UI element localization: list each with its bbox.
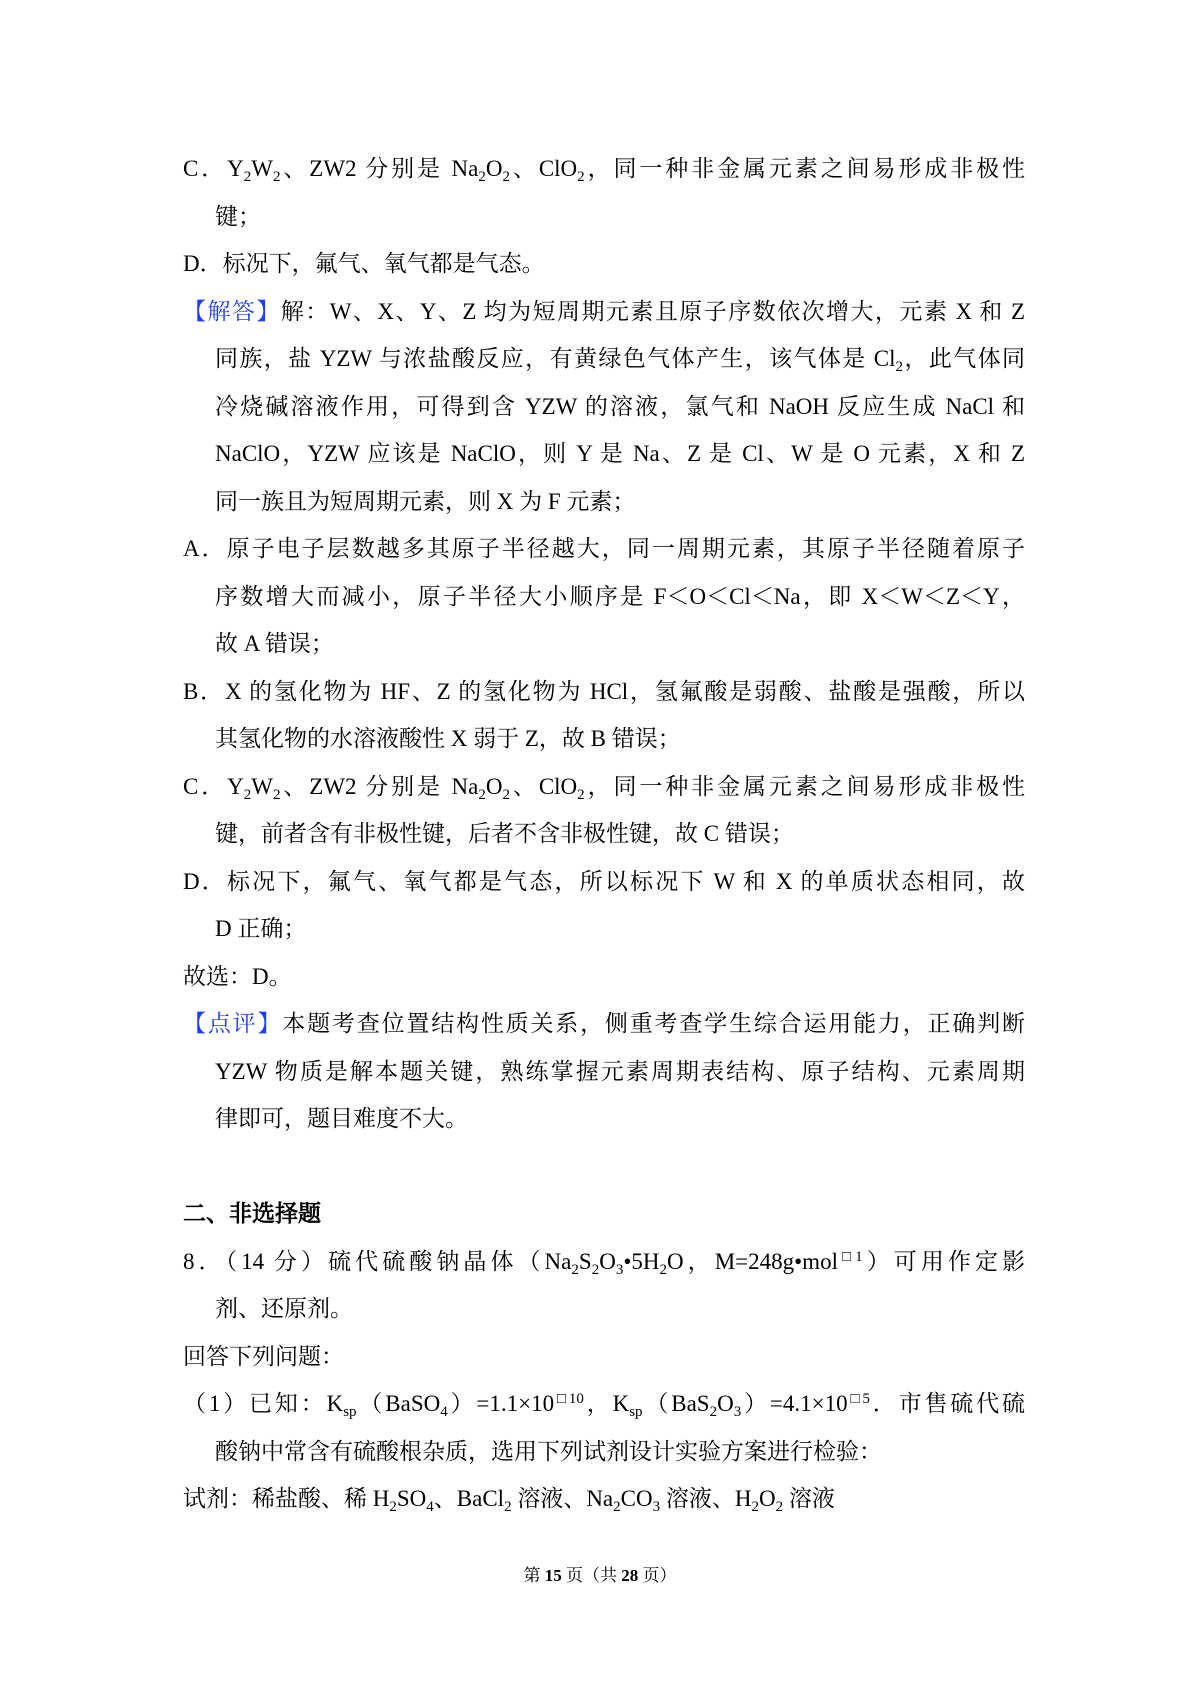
text-line (183, 430, 1025, 478)
text-run: D 正确； (215, 916, 307, 941)
text-run: （BaSO (356, 1391, 441, 1416)
text-run: 同一族且为短周期元素，则 X 为 F 元素； (215, 488, 636, 514)
text-run: O (758, 1486, 776, 1511)
text-run: 剂、还原剂。 (215, 1296, 353, 1321)
superscript: □5 (847, 1391, 870, 1407)
text-line (183, 1428, 1025, 1476)
subscript: 4 (440, 1404, 448, 1420)
text-run: （BaS (642, 1391, 710, 1416)
text-run: D．标况下，氟气、氧气都是气态。 (183, 251, 545, 276)
text-line (183, 1380, 1025, 1428)
text-run: W (251, 156, 273, 181)
subscript: 2 (613, 1499, 621, 1515)
text-line (183, 240, 1025, 288)
subscript: 2 (751, 1499, 759, 1515)
section-label: 【解答】 (183, 298, 281, 324)
superscript: □1 (837, 1248, 863, 1265)
text-line (183, 335, 1025, 383)
text-line (183, 1333, 1025, 1381)
subscript: 2 (502, 786, 511, 803)
subscript: 2 (775, 1499, 784, 1515)
text-line (183, 953, 1025, 1001)
text-run: 、BaCl (433, 1486, 505, 1511)
text-run: 、ZW2 分别是 Na (280, 773, 479, 799)
text-line (183, 905, 1025, 953)
text-line (183, 1285, 1025, 1333)
subscript: 2 (243, 169, 252, 185)
subscript: 3 (733, 1404, 742, 1420)
footer-suffix: 页） (638, 1566, 677, 1585)
text-run: •5H (623, 1248, 660, 1274)
page-footer (0, 1561, 1200, 1586)
subscript: 2 (571, 1261, 579, 1278)
text-run: SO (396, 1486, 427, 1511)
text-run: 本题考查位置结构性质关系，侧重考查学生综合运用能力，正确判断 (282, 1011, 1026, 1036)
text-line (183, 288, 1025, 336)
text-run: O (599, 1248, 616, 1274)
text-run: 冷烧碱溶液作用，可得到含 YZW 的溶液，氯气和 NaOH 反应生成 NaCl 和 (215, 393, 1025, 419)
text-line (183, 573, 1025, 621)
text-line (183, 383, 1025, 431)
text-line (183, 858, 1025, 906)
subscript: 4 (426, 1499, 434, 1515)
text-run: 二、非选择题 (183, 1201, 321, 1226)
text-run: 酸钠中常含有硫酸根杂质，选用下列试剂设计实验方案进行检验： (215, 1438, 882, 1464)
text-run: 8．（14 分）硫代硫酸钠晶体（Na (183, 1248, 572, 1274)
text-run: （1）已知：K (183, 1391, 344, 1416)
text-line (183, 1095, 1025, 1143)
text-run: 试剂：稀盐酸、稀 H (183, 1486, 390, 1511)
text-run: 同族，盐 YZW 与浓盐酸反应，有黄绿色气体产生，该气体是 Cl (215, 346, 896, 371)
text-run: 解：W、X、Y、Z 均为短周期元素且原子序数依次增大，元素 X 和 Z (280, 298, 1026, 324)
text-line (183, 668, 1025, 716)
text-line (183, 1048, 1025, 1096)
subscript: 2 (272, 169, 281, 185)
text-line (183, 763, 1025, 811)
subscript: 2 (478, 786, 486, 803)
text-line (183, 1475, 1025, 1523)
text-run: 回答下列问题： (183, 1343, 344, 1369)
text-run: 律即可，题目难度不大。 (215, 1106, 468, 1131)
total-page-count: 28 (621, 1566, 639, 1585)
text-line (183, 620, 1025, 668)
subscript: 2 (272, 786, 281, 803)
blank-line (183, 1143, 1025, 1191)
text-run: 键； (215, 203, 261, 229)
text-run: CO (620, 1486, 653, 1511)
text-run: 、ZW2 分别是 Na (280, 156, 479, 181)
text-run: O (717, 1391, 734, 1416)
text-run: O (485, 156, 503, 181)
text-run: C．Y (183, 773, 244, 799)
subscript: 2 (591, 1261, 600, 1278)
document-body (183, 145, 1025, 1523)
section-heading (183, 1190, 1025, 1238)
text-run: ）=1.1×10 (447, 1391, 555, 1416)
text-line (183, 478, 1025, 526)
text-run: ，同一种非金属元素之间易形成非极性 (584, 773, 1026, 799)
text-run: 键，前者含有非极性键，后者不含非极性键，故 C 错误； (215, 821, 794, 846)
subscript: 2 (577, 786, 585, 803)
text-line (183, 810, 1025, 858)
text-line (183, 145, 1025, 193)
subscript: 2 (659, 1261, 667, 1278)
text-run: 其氢化物的水溶液酸性 X 弱于 Z，故 B 错误； (215, 726, 681, 751)
text-run: S (578, 1248, 592, 1274)
text-line (183, 1238, 1025, 1286)
section-label: 【点评】 (183, 1011, 283, 1036)
subscript: 2 (895, 359, 904, 375)
text-run: O，M=248g•mol (666, 1248, 838, 1274)
text-run: 故选：D。 (183, 963, 292, 989)
text-run: 序数增大而减小，原子半径大小顺序是 F＜O＜Cl＜Na，即 X＜W＜Z＜Y， (215, 583, 1025, 609)
text-run: NaClO，YZW 应该是 NaClO，则 Y 是 Na、Z 是 Cl、W 是 O 元素，X 和 Z (215, 441, 1025, 466)
subscript: 2 (389, 1499, 397, 1515)
text-run: ，此气体同 (903, 346, 1026, 371)
subscript: 2 (504, 1499, 512, 1515)
text-run: ）=4.1×10 (741, 1391, 848, 1416)
subscript: 3 (652, 1499, 661, 1515)
text-line (183, 525, 1025, 573)
subscript: 2 (709, 1404, 718, 1420)
text-run: 、ClO (510, 773, 578, 799)
text-run: O (485, 773, 503, 799)
text-line (183, 193, 1025, 241)
text-run: 溶液、Na (511, 1486, 614, 1511)
text-run: ．市售硫代硫 (869, 1391, 1025, 1416)
subscript: 2 (577, 169, 585, 185)
subscript: 2 (243, 786, 252, 803)
text-run: 溶液、H (660, 1486, 752, 1511)
text-line (183, 1000, 1025, 1048)
text-line (183, 715, 1025, 763)
subscript: 3 (615, 1261, 624, 1278)
text-run: 溶液 (783, 1486, 835, 1511)
text-run: C．Y (183, 156, 244, 181)
footer-middle: 页（共 (561, 1566, 622, 1585)
text-run: 故 A 错误； (215, 631, 334, 656)
text-run: W (251, 773, 273, 799)
text-run: ）可用作定影 (862, 1248, 1026, 1274)
subscript: sp (629, 1404, 643, 1420)
subscript: 2 (478, 169, 486, 185)
text-run: A．原子电子层数越多其原子半径越大，同一周期元素，其原子半径随着原子 (183, 536, 1025, 561)
text-run: YZW 物质是解本题关键，熟练掌握元素周期表结构、原子结构、元素周期 (215, 1058, 1025, 1084)
footer-prefix: 第 (523, 1566, 545, 1585)
text-run: D．标况下，氟气、氧气都是气态，所以标况下 W 和 X 的单质状态相同，故 (183, 868, 1025, 894)
subscript: sp (343, 1404, 357, 1420)
text-run: 、ClO (510, 156, 578, 181)
text-run: B．X 的氢化物为 HF、Z 的氢化物为 HCl，氢氟酸是弱酸、盐酸是强酸，所以 (183, 678, 1025, 704)
superscript: □10 (554, 1391, 584, 1407)
text-run: ，同一种非金属元素之间易形成非极性 (584, 156, 1026, 181)
text-run: ，K (583, 1391, 630, 1416)
current-page-number: 15 (544, 1566, 562, 1585)
subscript: 2 (502, 169, 511, 185)
